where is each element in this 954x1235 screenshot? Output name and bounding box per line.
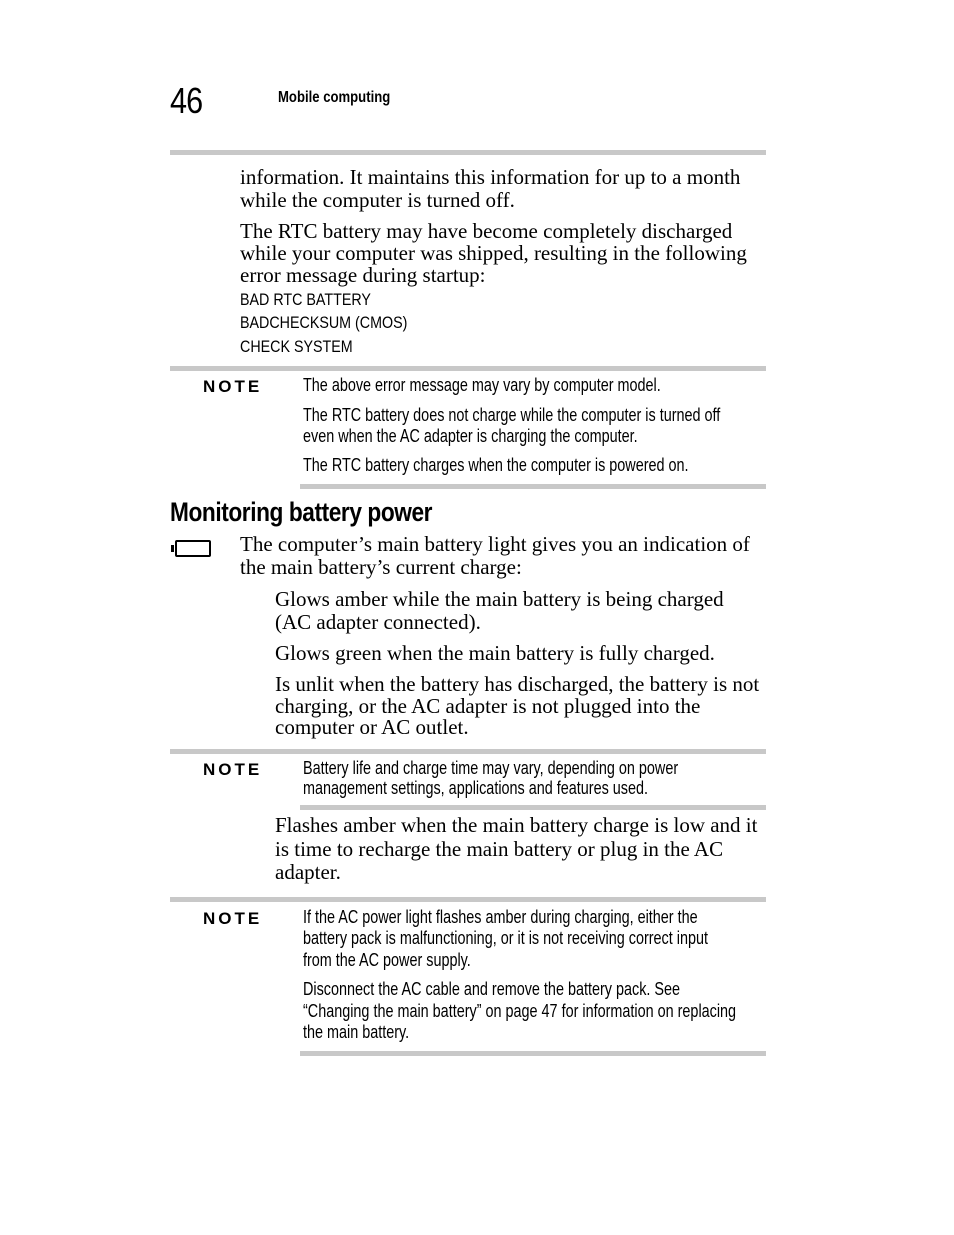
note-label: NOTE	[203, 377, 263, 396]
note-bottom-rule	[300, 484, 766, 489]
list-item-line: (AC adapter connected).	[275, 610, 481, 634]
note-label: NOTE	[203, 760, 263, 779]
battery-icon	[175, 540, 211, 557]
note-bottom-rule	[300, 1051, 766, 1056]
note-text-line: The RTC battery charges when the computer is powered on.	[303, 455, 689, 475]
note-text-line: management settings, applications and features used.	[303, 778, 649, 798]
note-text-line: even when the AC adapter is charging the computer.	[303, 426, 638, 446]
error-message-line: BADCHECKSUM (CMOS)	[240, 313, 408, 332]
note-text-line: The above error message may vary by computer model.	[303, 375, 661, 395]
note-label: NOTE	[203, 909, 263, 928]
list-item-line: Flashes amber when the main battery charge is low and it	[275, 813, 758, 837]
note-text-line: If the AC power light flashes amber during charging, either the	[303, 907, 698, 927]
note-text-line: Battery life and charge time may vary, depending on power	[303, 758, 679, 778]
section-heading: Monitoring battery power	[170, 497, 433, 527]
error-message-line: CHECK SYSTEM	[240, 337, 353, 356]
note-text-line: “Changing the main battery” on page 47 for information on replacing	[303, 1001, 737, 1021]
note-text-line: from the AC power supply.	[303, 950, 471, 970]
section-intro-line1: The computer’s main battery light gives you an indication of	[240, 532, 750, 556]
page-number: 46	[170, 80, 203, 121]
section-intro-line2: the main battery’s current charge:	[240, 555, 522, 579]
list-item-line: computer or AC outlet.	[275, 715, 469, 739]
intro-p1-line1: information. It maintains this information for up to a month	[240, 165, 741, 189]
intro-p2-line2: while your computer was shipped, resulting in the following	[240, 241, 747, 265]
list-item-line: charging, or the AC adapter is not plugged into the	[275, 694, 701, 718]
note-text-line: the main battery.	[303, 1022, 410, 1042]
intro-p2-line1: The RTC battery may have become completely discharged	[240, 219, 733, 243]
note-bottom-rule	[300, 805, 766, 810]
header-rule	[170, 150, 766, 155]
running-head: Mobile computing	[278, 89, 391, 106]
list-item-line: Is unlit when the battery has discharged, the battery is not	[275, 672, 760, 696]
error-message-line: BAD RTC BATTERY	[240, 290, 371, 309]
intro-p2-line3: error message during startup:	[240, 263, 486, 287]
intro-p1-line2: while the computer is turned off.	[240, 188, 515, 212]
note-text-line: battery pack is malfunctioning, or it is not receiving correct input	[303, 928, 708, 948]
list-item-line: is time to recharge the main battery or plug in the AC	[275, 837, 724, 861]
list-item-line: adapter.	[275, 860, 341, 884]
list-item-line: Glows green when the main battery is fully charged.	[275, 641, 715, 665]
note-top-rule	[170, 366, 766, 371]
note-top-rule	[170, 749, 766, 754]
note-top-rule	[170, 897, 766, 902]
list-item-line: Glows amber while the main battery is being charged	[275, 587, 724, 611]
note-text-line: The RTC battery does not charge while the computer is turned off	[303, 405, 721, 425]
note-text-line: Disconnect the AC cable and remove the battery pack. See	[303, 979, 681, 999]
